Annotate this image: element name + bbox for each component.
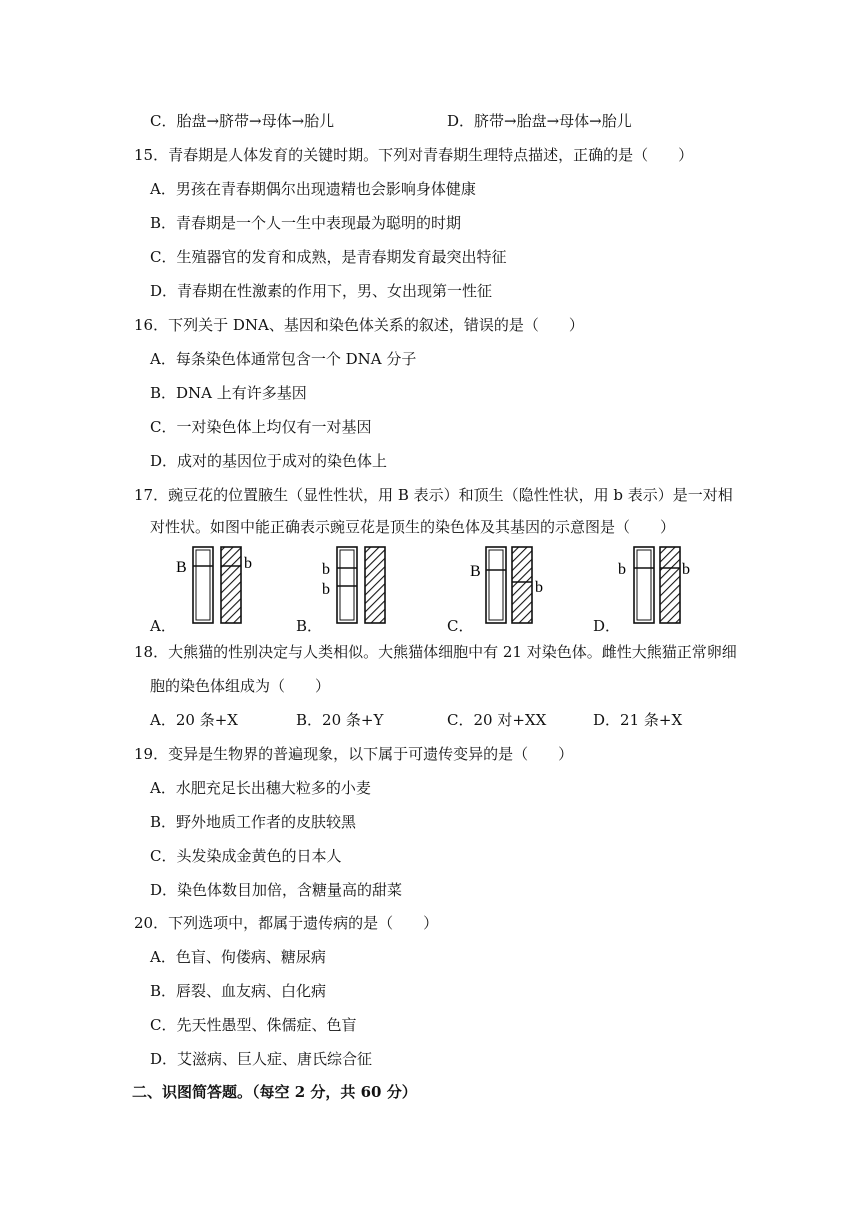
q19-option-d: D．染色体数目加倍，含糖量高的甜菜	[150, 881, 403, 899]
q17-letter-a: A．	[150, 617, 176, 635]
q20-option-a: A．色盲、佝偻病、糖尿病	[150, 948, 326, 966]
q16-stem: 16．下列关于 DNA、基因和染色体关系的叙述，错误的是（ ）	[134, 316, 584, 334]
q18-option-b: B．20 条+Y	[296, 711, 384, 729]
q19-option-a: A．水肥充足长出穗大粒多的小麦	[150, 779, 371, 797]
q15-stem: 15．青春期是人体发育的关键时期。下列对青春期生理特点描述，正确的是（ ）	[134, 146, 694, 164]
q19-stem: 19．变异是生物界的普遍现象，以下属于可遗传变异的是（ ）	[134, 745, 574, 763]
q15-option-c: C．生殖器官的发育和成熟，是青春期发育最突出特征	[150, 248, 507, 266]
q17-figure-b	[322, 544, 412, 626]
q19-option-c: C．头发染成金黄色的日本人	[150, 847, 342, 865]
gene-label: b	[322, 561, 330, 578]
q17-letter-d: D．	[593, 617, 621, 635]
q14-option-c: C．胎盘→脐带→母体→胎儿	[150, 112, 335, 130]
q18-option-c: C．20 对+XX	[447, 711, 547, 729]
gene-label: b	[682, 561, 690, 578]
q17-letter-c: C．	[447, 617, 474, 635]
gene-label: B	[176, 559, 187, 576]
q15-option-d: D．青春期在性激素的作用下，男、女出现第一性征	[150, 282, 493, 300]
q20-option-b: B．唇裂、血友病、白化病	[150, 982, 327, 1000]
q17-stem-line2: 对性状。如图中能正确表示豌豆花是顶生的染色体及其基因的示意图是（ ）	[150, 518, 676, 536]
q18-stem-line1: 18．大熊猫的性别决定与人类相似。大熊猫体细胞中有 21 对染色体。雌性大熊猫正常卵细	[134, 643, 737, 661]
q17-figure-c	[470, 544, 560, 626]
q16-option-a: A．每条染色体通常包含一个 DNA 分子	[150, 350, 417, 368]
q15-option-b: B．青春期是一个人一生中表现最为聪明的时期	[150, 214, 462, 232]
section-2-heading: 二、识图简答题。（每空 2 分，共 60 分）	[132, 1083, 417, 1101]
q15-option-a: A．男孩在青春期偶尔出现遗精也会影响身体健康	[150, 180, 476, 198]
q17-letter-b: B．	[296, 617, 323, 635]
q18-stem-line2: 胞的染色体组成为（ ）	[150, 677, 331, 695]
gene-label: B	[470, 563, 481, 580]
q20-option-c: C．先天性愚型、侏儒症、色盲	[150, 1016, 357, 1034]
q18-option-d: D．21 条+X	[593, 711, 683, 729]
q16-option-c: C．一对染色体上均仅有一对基因	[150, 418, 372, 436]
q17-stem-line1: 17．豌豆花的位置腋生（显性性状，用 B 表示）和顶生（隐性性状，用 b 表示）是一对相	[134, 486, 733, 504]
q17-figure-a	[176, 544, 266, 626]
q16-option-b: B．DNA 上有许多基因	[150, 384, 307, 402]
q14-option-d: D．脐带→胎盘→母体→胎儿	[447, 112, 632, 130]
q20-option-d: D．艾滋病、巨人症、唐氏综合征	[150, 1050, 373, 1068]
gene-label: b	[244, 555, 252, 572]
q17-figure-d	[618, 544, 708, 626]
q16-option-d: D．成对的基因位于成对的染色体上	[150, 452, 388, 470]
gene-label: b	[322, 581, 330, 598]
q19-option-b: B．野外地质工作者的皮肤较黑	[150, 813, 357, 831]
gene-label: b	[618, 561, 626, 578]
q18-option-a: A．20 条+X	[150, 711, 238, 729]
gene-label: b	[535, 579, 543, 596]
q20-stem: 20．下列选项中，都属于遗传病的是（ ）	[134, 914, 439, 932]
